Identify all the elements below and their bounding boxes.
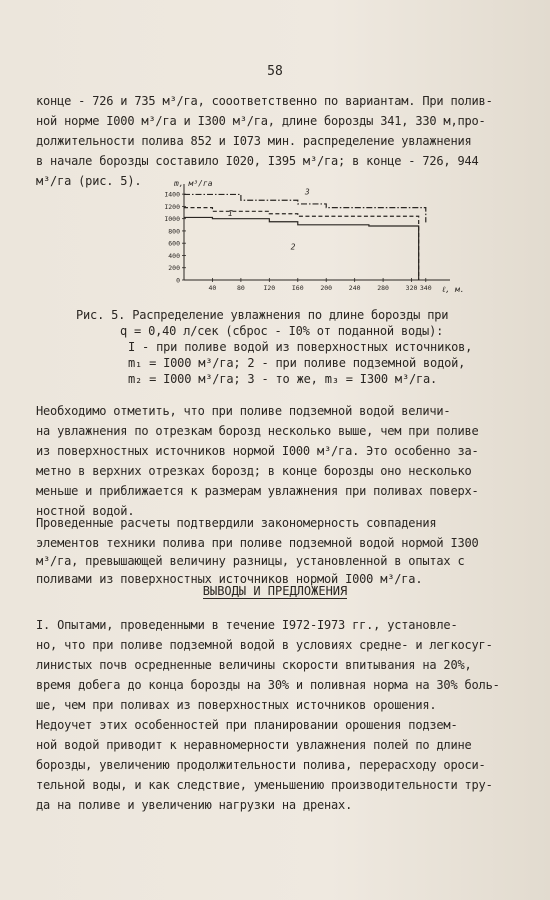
paragraph-2-line: метно в верхних отрезках борозд; в конце борозды оно несколько (36, 464, 472, 478)
chart-y-tick-label: 400 (168, 251, 180, 260)
chart-y-label: m, м³/га (174, 179, 213, 188)
chart-y-tick-label: I000 (164, 215, 180, 224)
paragraph-4-line: время добега до конца борозды на 30% и поливная норма на 30% боль- (36, 678, 500, 692)
paragraph-2-line: из поверхностных источников нормой I000 м³/га. Это особенно за- (36, 444, 479, 458)
chart-x-tick-label: 200 (320, 284, 333, 292)
chart-x-tick-label: 80 (236, 284, 245, 292)
chart-series-label: I (228, 209, 233, 219)
chart-x-tick-label: I60 (291, 284, 304, 292)
paragraph-4-line: I. Опытами, проведенными в течение I972-I973 гг., установле- (36, 618, 458, 632)
paragraph-1-line: ной норме I000 м³/га и I300 м³/га, длине борозды 341, 330 м,про- (36, 114, 486, 128)
chart-y-tick-label: 0 (176, 276, 180, 285)
chart-y-tick-label: 200 (168, 264, 180, 273)
paragraph-4-line: линистых почв осредненные величины скорости впитывания на 20%, (36, 658, 472, 672)
figure-caption-line: m₂ = I000 м³/га; 3 - то же, m₃ = I300 м³/га. (128, 372, 438, 386)
chart-x-tick-label: 40 (208, 284, 217, 292)
paragraph-2-line: Необходимо отметить, что при поливе подземной водой величи- (36, 404, 451, 418)
figure-caption-line: q = 0,40 л/сек (сброс - I0% от поданной воды): (120, 324, 444, 338)
figure-caption-title: Рис. 5. Распределение увлажнения по длине борозды при (76, 308, 449, 322)
section-heading (0, 584, 550, 598)
paragraph-1-line: конце - 726 и 735 м³/га, сооответственно по вариантам. При полив- (36, 94, 493, 108)
chart-series-line-I (184, 217, 419, 280)
paragraph-2-line: меньше и приближается к размерам увлажнения при поливах поверх- (36, 484, 479, 498)
chart-series-label: 2 (290, 242, 296, 252)
chart-y-tick-label: I200 (164, 202, 180, 211)
paragraph-1-line: должительности полива 852 и I073 мин. распределение увлажнения (36, 134, 472, 148)
paragraph-3-line: Проведенные расчеты подтвердили закономерность совпадения (36, 516, 437, 530)
chart-x-label: ℓ, м. (442, 285, 465, 294)
paragraph-1-line: м³/га (рис. 5). (36, 174, 142, 188)
paragraph-3-line: м³/га, превышающей величину разницы, установленной в опытах с (36, 554, 465, 568)
paragraph-5-line: да на поливе и увеличению нагрузки на дренах. (36, 798, 353, 812)
paragraph-2-line: на увлажнения по отрезкам борозд несколько выше, чем при поливе (36, 424, 479, 438)
chart-x-tick-label: 340 (419, 284, 432, 292)
chart-x-tick-label: 240 (348, 284, 361, 292)
chart-x-tick-label: 280 (377, 284, 389, 292)
paragraph-5-line: борозды, увеличению продолжительности полива, перерасходу ороси- (36, 758, 486, 772)
paragraph-3-line: поливами из поверхностных источников нормой I000 м³/га. (36, 572, 423, 586)
moisture-distribution-chart (150, 176, 470, 306)
chart-series-label: 3 (304, 187, 310, 197)
paragraph-3-line: элементов техники полива при поливе подземной водой нормой I300 (36, 536, 479, 550)
section-heading-text: ВЫВОДЫ И ПРЕДЛОЖЕНИЯ (202, 584, 348, 598)
paragraph-4-line: но, что при поливе подземной водой в условиях средне- и легкосуг- (36, 638, 493, 652)
paragraph-5-line: тельной воды, и как следствие, уменьшению производительности тру- (36, 778, 493, 792)
paragraph-5-line: ной водой приводит к неравномерности увлажнения полей по длине (36, 738, 472, 752)
page-number: 58 (267, 64, 283, 79)
paragraph-2-line: ностной водой. (36, 504, 135, 518)
chart-x-tick-label: 320 (405, 284, 418, 292)
chart-y-tick-label: 600 (168, 239, 180, 248)
chart-x-tick-label: I20 (263, 284, 276, 292)
chart-y-tick-label: I400 (164, 190, 180, 199)
chart-y-tick-label: 800 (168, 227, 180, 236)
paragraph-4-line: ше, чем при поливах из поверхностных источников орошения. (36, 698, 437, 712)
paragraph-1-line: в начале борозды составило I020, I395 м³/га; в конце - 726, 944 (36, 154, 479, 168)
figure-caption-line: m₁ = I000 м³/га; 2 - при поливе подземной водой, (128, 356, 466, 370)
figure-caption-line: I - при поливе водой из поверхностных источников, (128, 340, 473, 354)
paragraph-5-line: Недоучет этих особенностей при планировании орошения подзем- (36, 718, 458, 732)
